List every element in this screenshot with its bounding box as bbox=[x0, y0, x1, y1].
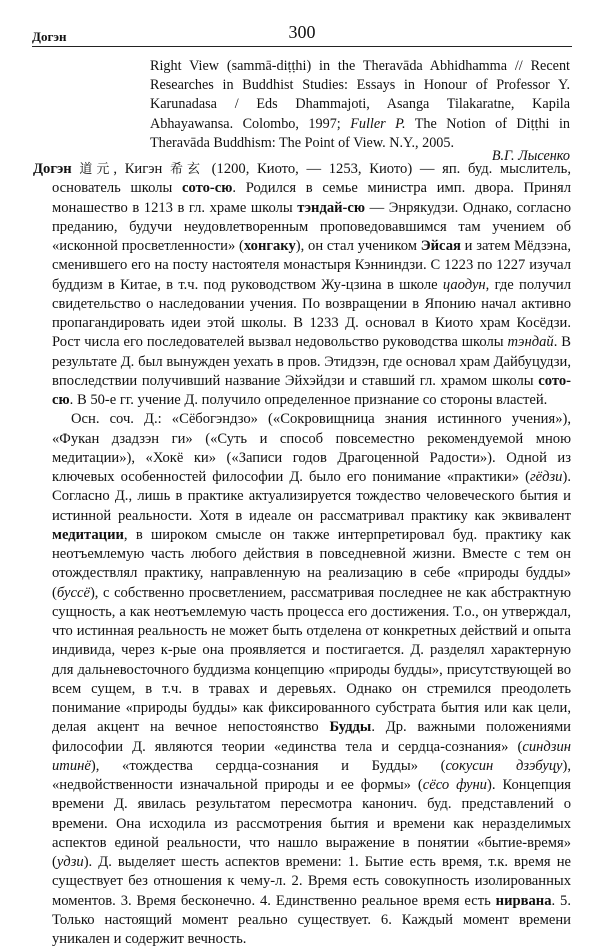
bold-term: хонгаку bbox=[243, 238, 296, 254]
bold-term: нирвана bbox=[495, 892, 552, 909]
page-number: 300 bbox=[288, 22, 316, 42]
article-paragraph-2 bbox=[33, 410, 571, 949]
italic-term: тэндай bbox=[507, 334, 554, 351]
text-run: ), с собственно просветлением, рассматривая последнее не как абстрактную сущность, а как неотъемлемую часть процесса его достижения. Т.о., он утверждал, что истинная реальность не может быть отделена от конкретных действий и опыта индивида, через к-рые она проявляется и постигается. Д. разделял характерную для дальневосточного буддизма концепцию «природы будды», присутствующей во всем сущем, в т.ч. в травах и деревьях. Однако он стремился преодолеть понимание «природы будды» как фиксированного субстрата бытия или как цели, делая акцент на вечное непостоянство bbox=[52, 584, 571, 736]
reference-text: The Notion of Diṭṭhi in Theravāda Buddhism: The Point of View. N.Y., 2005. bbox=[150, 115, 570, 151]
bold-term: Эйсая bbox=[420, 238, 461, 254]
text-run: . 5. Только настоящий момент реально существует. 6. Каждый момент времени уникален и содержит вечность. bbox=[52, 892, 571, 947]
italic-term: синдзин итинё bbox=[52, 738, 571, 774]
text-run: . В 50-е гг. учение Д. получило определенное признание со стороны властей. bbox=[69, 392, 548, 408]
italic-term: сёсо фуни bbox=[422, 777, 487, 793]
alt-name: Кигэн bbox=[124, 161, 163, 177]
text-run: , где получил свидетельство о наследовании учения. По возвращении в Японию начал активно пропагандировать идеи этой школы. В 1233 Д. основал в Киото храм Косёдзи. Рост числа его последователей вызвал недовольство руководства школы bbox=[52, 276, 571, 351]
bold-term: сото-сю bbox=[182, 180, 233, 197]
text-run: ), он стал учеником bbox=[295, 238, 421, 254]
text-run: ), «недвойственности изначальной природы и ее формы» ( bbox=[52, 757, 571, 793]
italic-term: удзи bbox=[56, 854, 84, 870]
text-run: . Др. важными положениями философии Д. являются теории «единства тела и сердца-сознания» ( bbox=[52, 719, 571, 755]
text-run: ). Концепция времени Д. явилась результатом пересмотра канонич. буд. представлений о времени. Она исходила из рассмотрения бытия и времени как неразделимых аспектов единой реальности, что нашло выражение в понятии «бытие-время» ( bbox=[52, 777, 571, 870]
text-run: , в широком смысле он также интерпретировал буд. практику как неотъемлемую часть любого действия в повседневной жизни. Вместе с тем он отождествлял практику, направленную на реализацию в себе «природы будды» ( bbox=[52, 526, 571, 601]
running-head bbox=[32, 22, 572, 47]
article-paragraph-1: Догэн 道元, Кигэн 希玄 (1200, Киото, — 1253, Киото) — яп. буд. мыслитель, основатель школы сото-сю. Родился в семье министра имп. двора. Принял монашество в 1213 в гл. храме школы тэндай-сю — Энрякудзи. Однако, согласно преданию, будучи неудовлетворенным проповедовавшимся там учением об «исконной просветленности» (хонгаку), он стал учеником Эйсая и затем Мёдзэна, сменившего его на посту настоятеля монастыря Кэнниндзи. С 1223 по 1227 изучал буддизм в Китае, в т.ч. под руководством Жу-цзина в школе цаодун, где получил свидетельство о наследовании учения. По возвращении в Японию начал активно пропагандировать идеи этой школы. В 1233 Д. основал в Киото храм Косёдзи. Рост числа его последователей вызвал недовольство руководства школы тэндай. В результате Д. был вынужден уехать в пров. Этидзэн, где основал храм Дайбуцудзи, впоследствии получивший название Эйхэйдзи и ставший гл. храмом школы сото-сю. В 50-е гг. учение Д. получило определенное признание со стороны властей. bbox=[33, 161, 571, 408]
text-run: ), «тождества сердца-сознания и Будды» ( bbox=[90, 757, 446, 774]
text-run: Осн. соч. Д.: «Сёбогэндзо» («Сокровищница знания истинного учения»), «Фукан дзадзэн ги» («Суть и способ повсеместно рекомендуемой мною медитации»), «Хокё ки» («Записи годов Драгоценной Радости»). Одной из ключевых особенностей философии Д. было его понимание «практики» ( bbox=[52, 411, 571, 485]
text-run: ). Д. выделяет шесть аспектов времени: 1. Бытие есть время, т.к. время не существует без отношения к чему-л. 2. Время есть совокупность изолированных моментов. 3. Время бесконечно. 4. Единственно реальное время есть bbox=[52, 854, 571, 909]
text-run: и затем Мёдзэна, сменившего его на посту настоятеля монастыря Кэнниндзи. С 1223 по 1227 изучал буддизм в Китае, в т.ч. под руководством Жу-цзина в школе bbox=[52, 238, 571, 293]
italic-term: гёдзи bbox=[529, 469, 563, 485]
alt-name-kanji: 希玄 bbox=[169, 162, 205, 177]
text-run: . В результате Д. был вынужден уехать в пров. Этидзэн, где основал храм Дайбуцудзи, впоследствии получивший название Эйхэйдзи и ставший гл. храмом школы bbox=[52, 334, 571, 389]
article-signature: В.Г. Лысенко bbox=[491, 148, 570, 164]
reference-text: Right View (sammā-diṭṭhi) in the Theravāda Abhidhamma // Recent Researches in Buddhist Studies: Essays in Honour of Professor Y. Karunadasa / Eds Dhammajoti, Asanga Tilakaratne, Kapila Abhayawansa. Colombo, 1997; bbox=[150, 58, 570, 132]
bold-term: Будды bbox=[329, 719, 372, 736]
bold-term: сото-сю bbox=[52, 372, 571, 408]
headword: Догэн bbox=[33, 161, 72, 177]
text-run: (1200, Киото, — 1253, Киото) — яп. буд. мыслитель, основатель школы bbox=[52, 161, 571, 197]
headword-kanji: 道元 bbox=[79, 162, 114, 177]
text-run: . Родился в семье министра имп. двора. Принял монашество в 1213 в гл. храме школы bbox=[52, 180, 571, 216]
previous-entry-references bbox=[150, 57, 570, 153]
text-run: ). Согласно Д., лишь в практике актуализируется тождество человеческого бытия и истинной реальности. Хотя в идеале он рассматривал практику как эквивалент bbox=[52, 469, 571, 524]
italic-term: сокусин дзэбуцу bbox=[445, 757, 563, 774]
reference-author: Fuller P. bbox=[350, 115, 406, 132]
encyclopedia-article bbox=[33, 160, 571, 949]
bold-term: медитации bbox=[52, 526, 124, 543]
section-title: Догэн bbox=[32, 29, 67, 44]
italic-term: цаодун bbox=[442, 276, 486, 293]
text-run: — Энрякудзи. Однако, согласно преданию, будучи неудовлетворенным проповедовавшимся там учением об «исконной просветленности» ( bbox=[52, 199, 571, 254]
italic-term: буссё bbox=[56, 584, 90, 601]
bold-term: тэндай-сю bbox=[297, 199, 366, 216]
